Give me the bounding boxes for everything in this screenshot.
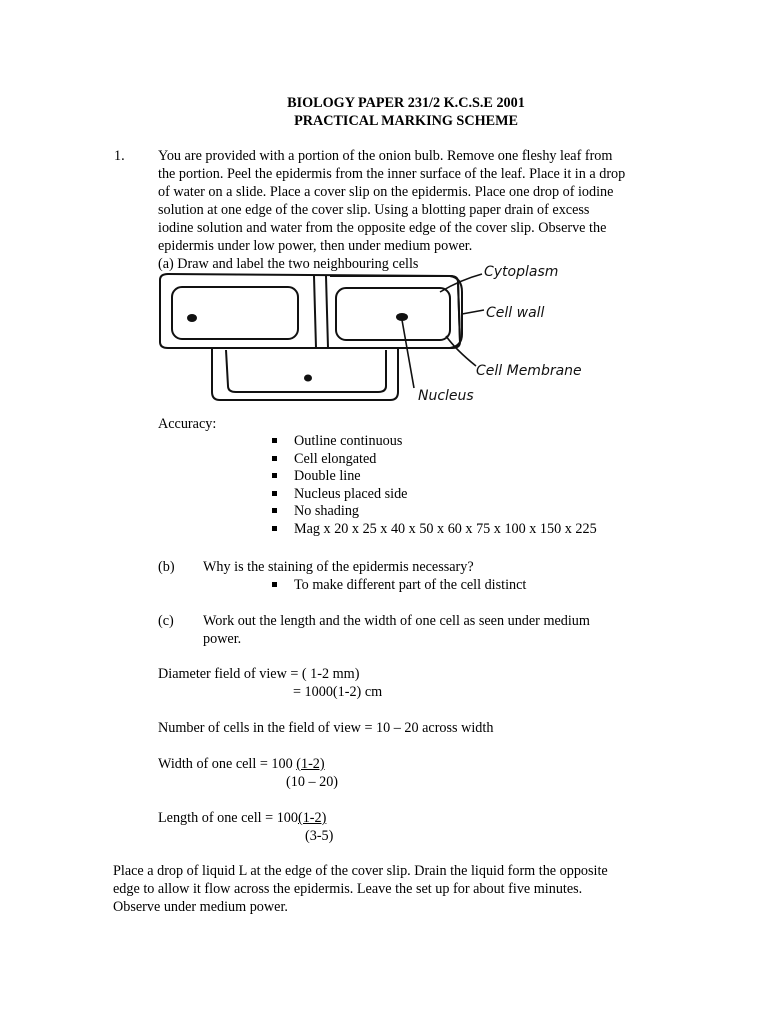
list-item: Nucleus placed side: [272, 485, 597, 503]
part-b-question: Why is the staining of the epidermis necessary?: [203, 559, 474, 575]
outer-cell-wall: [160, 274, 460, 348]
instruction-line-6: epidermis under low power, then under medium power.: [158, 238, 473, 254]
part-c-question-line2: power.: [203, 631, 242, 647]
length-numerator: (1-2): [297, 810, 327, 826]
bullet-icon: [272, 438, 277, 443]
doc-title-line1: BIOLOGY PAPER 231/2 K.C.S.E 2001: [287, 95, 525, 111]
left-cell-membrane: [172, 287, 298, 339]
width-formula: Width of one cell = 100 (1-2): [158, 756, 325, 772]
length-formula: Length of one cell = 100(1-2): [158, 810, 327, 826]
label-cytoplasm: Cytoplasm: [484, 264, 559, 280]
instruction-line-2: the portion. Peel the epidermis from the inner surface of the leaf. Place it in a drop: [158, 166, 626, 182]
question-number: 1.: [114, 148, 125, 164]
list-item: No shading: [272, 502, 597, 520]
q2-intro-line1: Place a drop of liquid L at the edge of the cover slip. Drain the liquid form the opposite: [113, 863, 608, 879]
right-cell-membrane: [336, 288, 450, 340]
right-cell-outer: [330, 276, 462, 348]
onion-cells-diagram: [150, 262, 630, 407]
width-denominator: (10 – 20): [286, 774, 339, 790]
part-b-label: (b): [158, 559, 175, 575]
bullet-icon: [272, 456, 277, 461]
q2-intro-line3: Observe under medium power.: [113, 899, 288, 915]
bullet-icon: [272, 491, 277, 496]
nucleus-left: [187, 314, 197, 322]
bullet-icon: [272, 508, 277, 513]
list-item: Double line: [272, 467, 597, 485]
list-item: Cell elongated: [272, 450, 597, 468]
accuracy-label: Accuracy:: [158, 416, 217, 432]
instruction-line-4: solution at one edge of the cover slip. Using a blotting paper drain of excess: [158, 202, 590, 218]
outer-cell-wall-right: [330, 276, 460, 342]
instruction-line-3: of water on a slide. Place a cover slip on the epidermis. Place one drop of iodine: [158, 184, 614, 200]
part-c-question-line1: Work out the length and the width of one cell as seen under medium: [203, 613, 590, 629]
label-nucleus: Nucleus: [418, 388, 474, 404]
list-item: Mag x 20 x 25 x 40 x 50 x 60 x 75 x 100 x 150 x 225: [272, 520, 597, 538]
nucleus-right: [396, 313, 408, 321]
part-c-label: (c): [158, 613, 174, 629]
instruction-line-1: You are provided with a portion of the onion bulb. Remove one fleshy leaf from: [158, 148, 613, 164]
length-denominator: (3-5): [305, 828, 334, 844]
label-cell-wall: Cell wall: [486, 305, 545, 321]
part-a-prompt: (a) Draw and label the two neighbouring cells: [158, 256, 419, 272]
diameter-line1: Diameter field of view = ( 1-2 mm): [158, 666, 360, 682]
width-numerator: (1-2): [296, 756, 325, 772]
doc-title-line2: PRACTICAL MARKING SCHEME: [294, 113, 518, 129]
cell-wall-pointer: [462, 310, 484, 314]
lower-cell-membrane: [226, 350, 386, 392]
part-b-answer: To make different part of the cell distinct: [272, 576, 526, 594]
cells-count-line: Number of cells in the field of view = 10 – 20 across width: [158, 720, 494, 736]
diameter-line2: = 1000(1-2) cm: [293, 684, 383, 700]
bullet-icon: [272, 526, 277, 531]
instruction-line-5: iodine solution and water from the opposite edge of the cover slip. Observe the: [158, 220, 607, 236]
middle-wall: [314, 276, 328, 348]
list-item: Outline continuous: [272, 432, 597, 450]
bullet-icon: [272, 582, 277, 587]
bullet-icon: [272, 473, 277, 478]
nucleus-pointer: [402, 320, 414, 388]
nucleus-lower: [304, 375, 312, 382]
label-cell-membrane: Cell Membrane: [476, 363, 582, 379]
q2-intro-line2: edge to allow it flow across the epidermis. Leave the set up for about five minutes.: [113, 881, 583, 897]
accuracy-list: [272, 432, 597, 538]
